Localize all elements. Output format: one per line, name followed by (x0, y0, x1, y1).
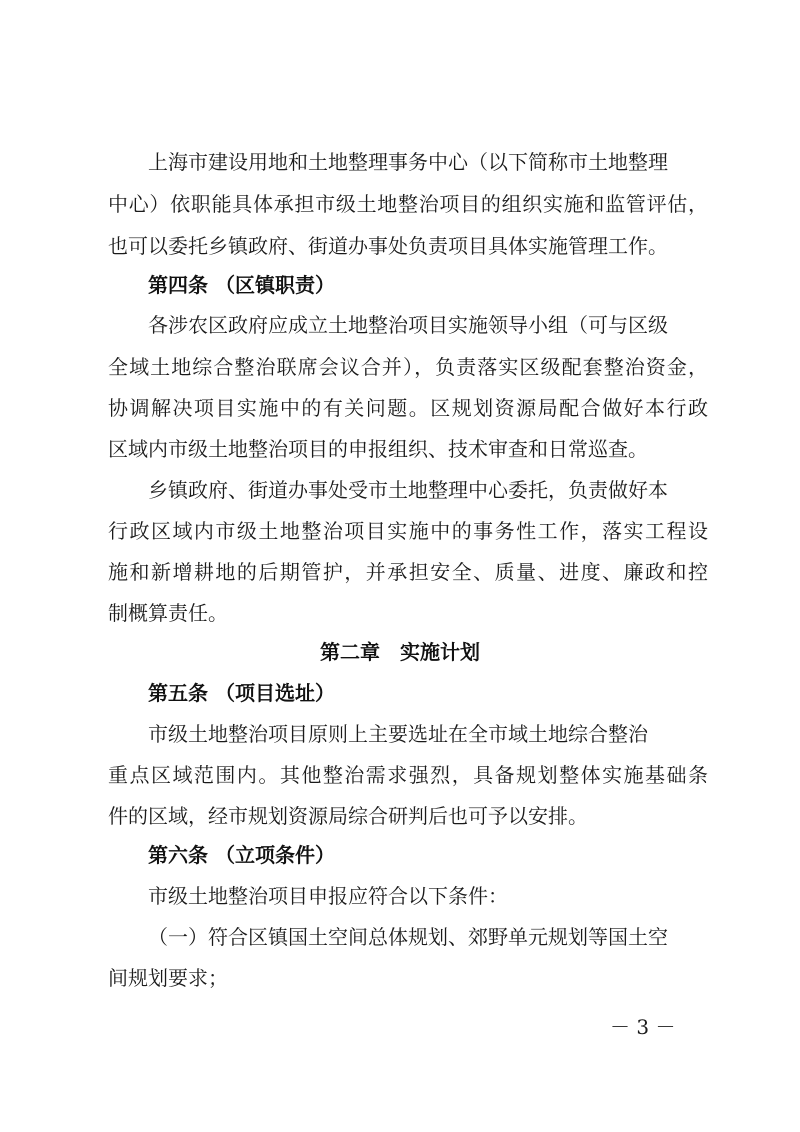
paragraph-line: 件的区域，经市规划资源局综合研判后也可予以安排。 (108, 804, 588, 828)
paragraph-line: 行政区域内市级土地整治项目实施中的事务性工作，落实工程设 (108, 519, 708, 543)
paragraph-line: 制概算责任。 (108, 601, 228, 625)
paragraph-line: 中心）依职能具体承担市级土地整治项目的组织实施和监管评估， (108, 192, 708, 216)
article-6-heading: 第六条 （立项条件） (148, 843, 335, 867)
paragraph-line: 施和新增耕地的后期管护，并承担安全、质量、进度、廉政和控 (108, 560, 708, 584)
paragraph-line: 全域土地综合整治联席会议合并），负责落实区级配套整治资金， (108, 355, 708, 379)
article-4-heading: 第四条 （区镇职责） (148, 273, 335, 297)
paragraph-line: 重点区域范围内。其他整治需求强烈，具备规划整体实施基础条 (108, 763, 708, 787)
paragraph-line: 市级土地整治项目申报应符合以下条件： (148, 884, 508, 908)
paragraph-line: 上海市建设用地和土地整理事务中心（以下简称市土地整理 (148, 150, 668, 174)
paragraph-line: 间规划要求； (108, 966, 228, 990)
paragraph-line: 也可以委托乡镇政府、街道办事处负责项目具体实施管理工作。 (108, 234, 668, 258)
chapter-2-heading: 第二章 实施计划 (320, 640, 480, 664)
paragraph-line: 各涉农区政府应成立土地整治项目实施领导小组（可与区级 (148, 313, 668, 337)
paragraph-line: 协调解决项目实施中的有关问题。区规划资源局配合做好本行政 (108, 396, 708, 420)
page-number: － 3 － (610, 1015, 676, 1039)
paragraph-line: 乡镇政府、街道办事处受市土地整理中心委托，负责做好本 (148, 478, 668, 502)
paragraph-line: 市级土地整治项目原则上主要选址在全市域土地综合整治 (148, 722, 648, 746)
paragraph-line: （一）符合区镇国土空间总体规划、郊野单元规划等国土空 (148, 925, 668, 949)
paragraph-line: 区域内市级土地整治项目的申报组织、技术审查和日常巡查。 (108, 437, 648, 461)
article-5-heading: 第五条 （项目选址） (148, 681, 335, 705)
